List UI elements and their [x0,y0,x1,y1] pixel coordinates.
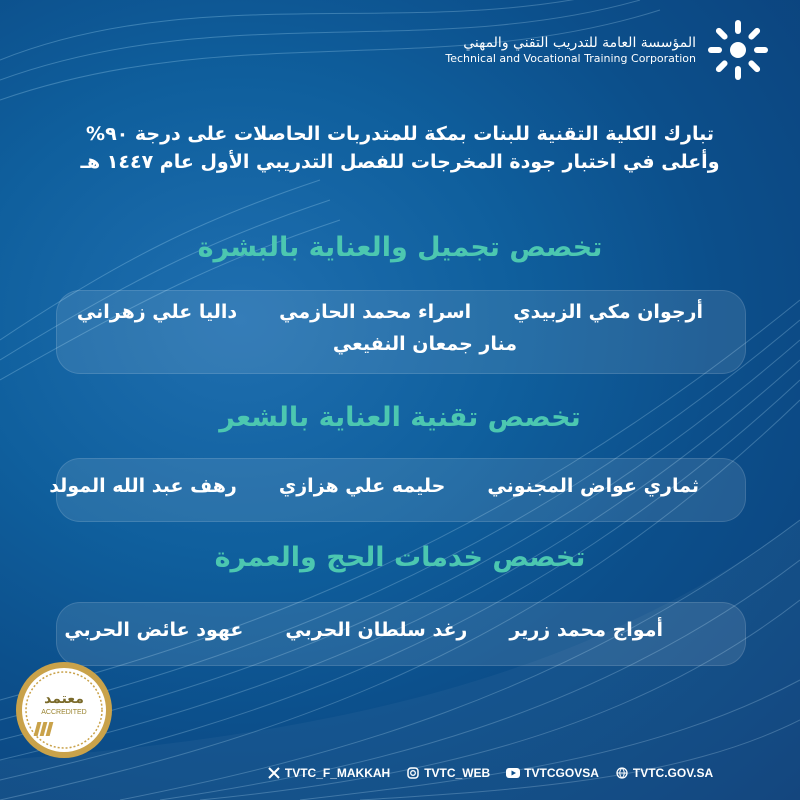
x-handle: TVTC_F_MAKKAH [284,766,391,780]
name-item: حليمه علي هزازي [278,475,446,497]
names-panel-hair-care [49,458,746,522]
name-item: منار جمعان النفيعي [332,333,517,355]
social-website[interactable] [615,766,713,780]
youtube-icon [506,766,520,780]
tvtc-logo-icon [706,18,770,82]
intro-text [40,120,760,176]
instagram-icon [406,766,420,780]
section-title-hajj-umrah: تخصص خدمات الحج والعمرة [214,542,586,573]
social-instagram[interactable] [406,766,490,780]
org-name-ar: المؤسسة العامة للتدريب التقني والمهني [463,35,696,51]
x-icon [267,766,281,780]
name-item: اسراء محمد الحازمي [279,301,472,323]
names-panel-skin-care [56,290,746,374]
name-item: عهود عائض الحربي [64,619,244,641]
name-item: أمواج محمد زرير [509,619,663,641]
name-item: رهف عبد الله المولد [49,475,237,497]
badge-en-text: ACCREDITED [41,709,87,716]
org-name-en: Technical and Vocational Training Corporation [445,52,696,65]
intro-line-1: تبارك الكلية التقنية للبنات بمكة للمتدربات الحاصلات على درجة ٩٠% [86,123,714,145]
social-x[interactable] [267,766,390,780]
section-title-skin-care: تخصص تجميل والعناية بالبشرة [197,232,603,263]
social-footer [200,766,780,780]
names-panel-hajj-umrah [56,602,746,666]
youtube-handle: TVTCGOVSA [524,766,599,780]
org-header [445,18,770,82]
name-item: رغد سلطان الحربي [285,619,468,641]
intro-line-2: وأعلى في اختبار جودة المخرجات للفصل التدريبي الأول عام ١٤٤٧ هـ [80,151,720,173]
instagram-handle: TVTC_WEB [424,766,491,780]
social-youtube[interactable] [506,766,599,780]
website-url: TVTC.GOV.SA [632,766,714,780]
section-title-hair-care: تخصص تقنية العناية بالشعر [219,402,581,433]
name-item: داليا علي زهراني [76,301,238,323]
globe-icon [615,766,629,780]
org-name [445,34,696,66]
badge-ar-text: معتمد [44,691,84,707]
name-item: أرجوان مكي الزبيدي [513,301,703,323]
name-item: ثماري عواض المجنوني [487,475,699,497]
